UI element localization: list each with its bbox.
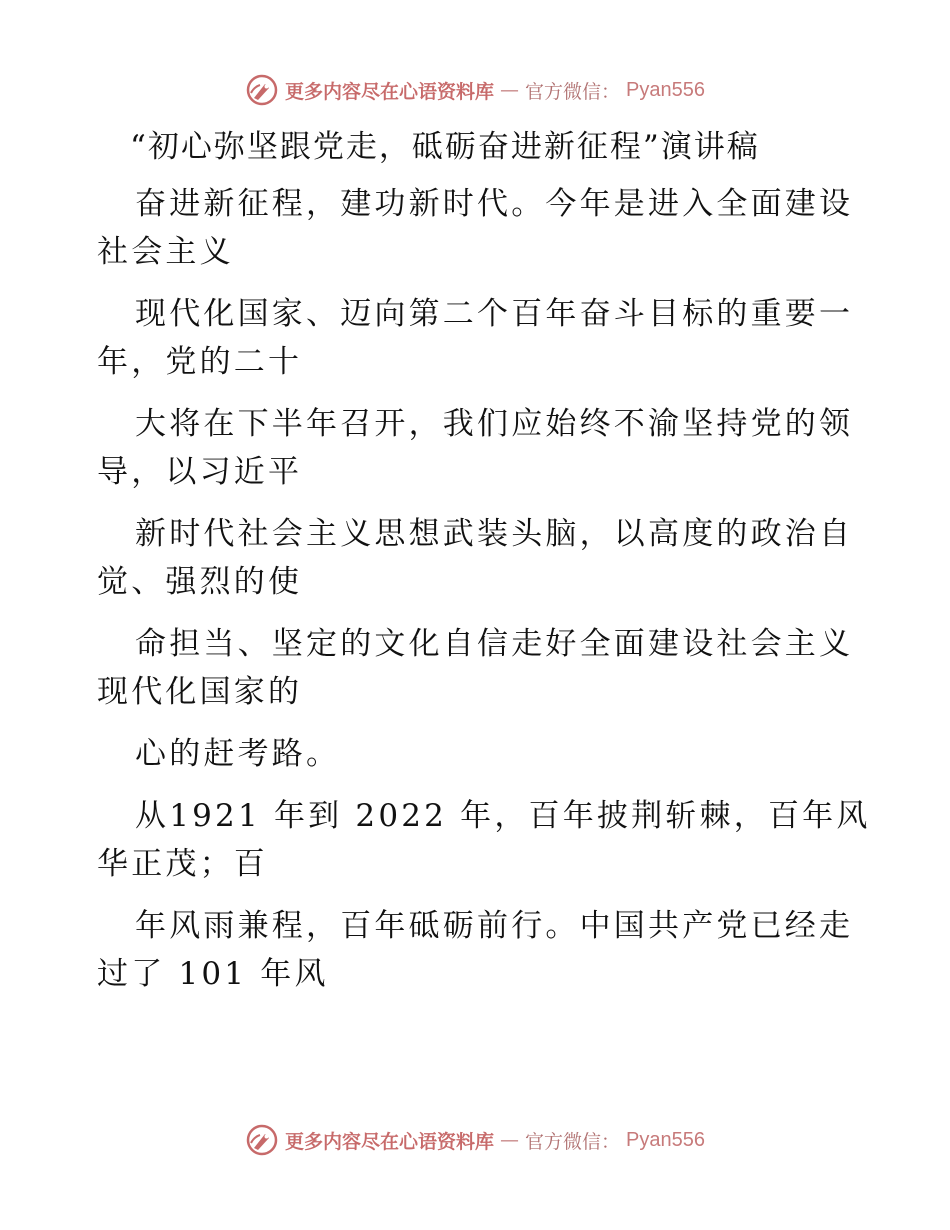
paragraph-line: 过了 101 年风: [97, 956, 329, 992]
watermark-text: 更多内容尽在心语资料库: [285, 80, 495, 103]
paragraph-line: 导，以习近平: [97, 454, 303, 490]
watermark-text: 更多内容尽在心语资料库: [285, 1130, 495, 1153]
watermark-wechat-label: 官方微信：: [525, 80, 621, 103]
paragraph-line: 大将在下半年召开，我们应始终不渝坚持党的领: [135, 406, 854, 442]
header-watermark: [0, 70, 950, 110]
document-title: “初心弥坚跟党走，砥砺奋进新征程”演讲稿: [130, 129, 760, 165]
paragraph-line: 命担当、坚定的文化自信走好全面建设社会主义: [135, 626, 854, 662]
watermark-wechat-id: Pyan556: [626, 78, 705, 101]
document-body: [97, 180, 871, 998]
watermark-separator: —: [500, 1129, 520, 1151]
paragraph-line: 心的赶考路。: [135, 736, 341, 772]
paragraph-line: 年，党的二十: [97, 344, 303, 380]
footer-watermark: [0, 1120, 950, 1160]
watermark-wechat-label: 官方微信：: [525, 1130, 621, 1153]
paragraph-line: 华正茂；百: [97, 846, 268, 882]
paragraph-line: 新时代社会主义思想武装头脑，以高度的政治自: [135, 516, 854, 552]
paragraph-line: 从1921 年到 2022 年，百年披荆斩棘，百年风: [135, 798, 871, 834]
paragraph-line: 社会主义: [97, 234, 234, 270]
watermark-separator: —: [500, 79, 520, 101]
watermark-wechat-id: Pyan556: [626, 1128, 705, 1151]
pen-nib-circle-icon: [245, 73, 279, 107]
pen-nib-circle-icon: [245, 1123, 279, 1157]
paragraph-line: 现代化国家、迈向第二个百年奋斗目标的重要一: [135, 296, 854, 332]
paragraph-line: 年风雨兼程，百年砥砺前行。中国共产党已经走: [135, 908, 854, 944]
paragraph-line: 奋进新征程，建功新时代。今年是进入全面建设: [135, 186, 854, 222]
paragraph-line: 觉、强烈的使: [97, 564, 303, 600]
paragraph-line: 现代化国家的: [97, 674, 303, 710]
